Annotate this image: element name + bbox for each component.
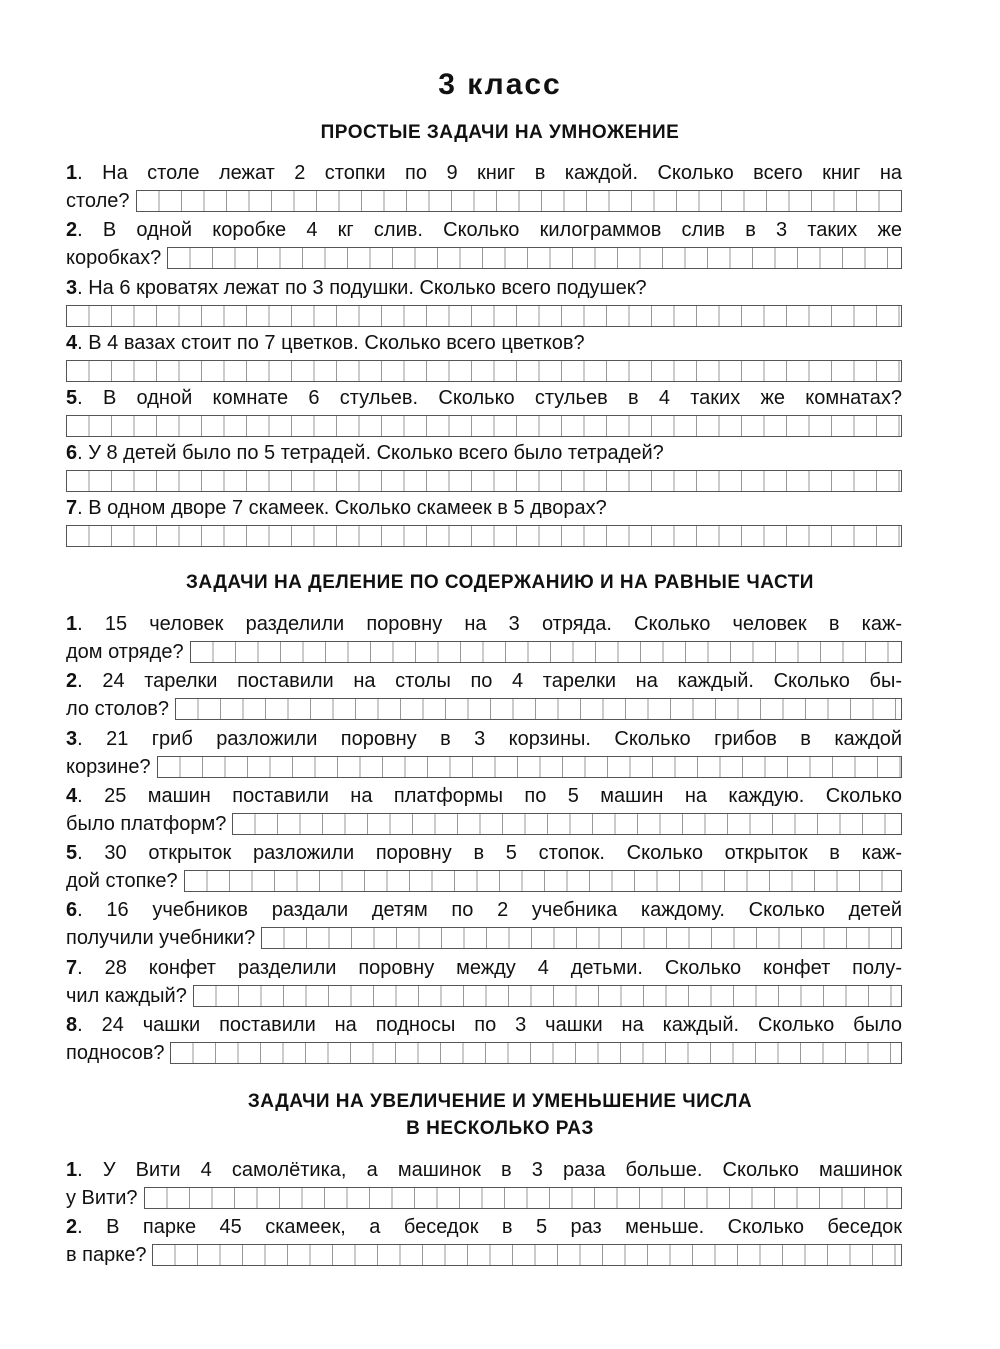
task-number: 7 — [66, 497, 78, 519]
task-item — [66, 384, 902, 440]
section-title-increase-decrease — [60, 1088, 940, 1142]
task-line-continuation: корзине? — [66, 756, 151, 778]
answer-cells[interactable] — [190, 641, 902, 663]
task-line: . 21 гриб разложили поровну в 3 корзины. Сколько грибов в каждой — [77, 728, 902, 750]
task-line-continuation: получили учебники? — [66, 927, 256, 949]
answer-cells[interactable] — [144, 1187, 902, 1209]
task-item — [66, 667, 902, 723]
task-line: . 28 конфет разделили поровну между 4 детьми. Сколько конфет полу- — [77, 957, 902, 979]
task-line: . 24 чашки поставили на подносы по 3 чашки на каждый. Сколько было — [77, 1014, 902, 1036]
page-title: 3 класс — [438, 68, 562, 101]
task-line: . На 6 кроватях лежат по 3 подушки. Сколько всего подушек? — [77, 277, 647, 299]
task-line: . 16 учебников раздали детям по 2 учебника каждому. Сколько детей — [77, 899, 902, 921]
answer-cells[interactable] — [66, 525, 902, 547]
answer-cells[interactable] — [175, 698, 902, 720]
task-item — [66, 725, 902, 781]
task-line: . 30 открыток разложили поровну в 5 стопок. Сколько открыток в каж- — [77, 842, 902, 864]
answer-cells[interactable] — [157, 756, 902, 778]
task-text — [66, 384, 902, 412]
task-line-continuation: было платформ? — [66, 813, 227, 835]
section-title-division — [60, 569, 940, 596]
task-text — [66, 896, 902, 924]
task-number: 6 — [66, 899, 78, 921]
task-line-continuation: дой стопке? — [66, 870, 178, 892]
answer-cells[interactable] — [66, 305, 902, 327]
task-text — [66, 954, 902, 982]
task-number: 7 — [66, 957, 78, 979]
task-line: . У Вити 4 самолётика, а машинок в 3 раза больше. Сколько машинок — [77, 1159, 902, 1181]
task-text — [66, 725, 902, 753]
task-text — [66, 1213, 902, 1241]
task-number: 2 — [66, 670, 78, 692]
task-item — [66, 216, 902, 272]
task-item — [66, 839, 902, 895]
task-line-continuation: дом отряде? — [66, 641, 184, 663]
task-item — [66, 494, 902, 550]
task-number: 4 — [66, 785, 78, 807]
task-text — [66, 439, 902, 467]
task-item — [66, 954, 902, 1010]
answer-cells[interactable] — [136, 190, 902, 212]
task-line: . У 8 детей было по 5 тетрадей. Сколько всего было тетрадей? — [77, 442, 664, 464]
task-text — [66, 782, 902, 810]
task-text — [66, 667, 902, 695]
task-number: 6 — [66, 442, 78, 464]
task-number: 1 — [66, 1159, 78, 1181]
task-number: 3 — [66, 728, 78, 750]
task-line: . 25 машин поставили на платформы по 5 машин на каждую. Сколько — [77, 785, 902, 807]
task-item — [66, 329, 902, 385]
task-item — [66, 610, 902, 666]
task-item — [66, 274, 902, 330]
section-title-line: ПРОСТЫЕ ЗАДАЧИ НА УМНОЖЕНИЕ — [320, 122, 680, 143]
task-line-continuation: у Вити? — [66, 1187, 138, 1209]
task-line: . В парке 45 скамеек, а беседок в 5 раз меньше. Сколько беседок — [77, 1216, 902, 1238]
task-item — [66, 159, 902, 215]
answer-cells[interactable] — [66, 415, 902, 437]
task-item — [66, 1213, 902, 1269]
task-line: . В одной комнате 6 стульев. Сколько стульев в 4 таких же комнатах? — [77, 387, 902, 409]
task-number: 5 — [66, 842, 78, 864]
task-text — [66, 610, 902, 638]
task-line-continuation: в парке? — [66, 1244, 147, 1266]
task-line: . В одной коробке 4 кг слив. Сколько килограммов слив в 3 таких же — [77, 219, 902, 241]
task-text — [66, 159, 902, 187]
task-item — [66, 896, 902, 952]
section-title-line: ЗАДАЧИ НА ДЕЛЕНИЕ ПО СОДЕРЖАНИЮ И НА РАВНЫЕ ЧАСТИ — [186, 572, 814, 593]
section-title-multiplication — [60, 119, 940, 146]
task-item — [66, 1156, 902, 1212]
task-number: 8 — [66, 1014, 78, 1036]
task-item — [66, 1011, 902, 1067]
answer-cells[interactable] — [152, 1244, 902, 1266]
task-text — [66, 216, 902, 244]
task-line-continuation: коробках? — [66, 247, 162, 269]
section-title-line: ЗАДАЧИ НА УВЕЛИЧЕНИЕ И УМЕНЬШЕНИЕ ЧИСЛА — [247, 1091, 753, 1112]
answer-cells[interactable] — [170, 1042, 902, 1064]
task-item — [66, 439, 902, 495]
task-line: . 15 человек разделили поровну на 3 отряда. Сколько человек в каж- — [77, 613, 902, 635]
task-line-continuation: ло столов? — [66, 698, 169, 720]
task-text — [66, 839, 902, 867]
task-text — [66, 494, 902, 522]
task-text — [66, 274, 902, 302]
task-line: . В 4 вазах стоит по 7 цветков. Сколько всего цветков? — [77, 332, 585, 354]
task-line: . На столе лежат 2 стопки по 9 книг в каждой. Сколько всего книг на — [77, 162, 902, 184]
task-text — [66, 1156, 902, 1184]
task-line-continuation: столе? — [66, 190, 130, 212]
task-line-continuation: подносов? — [66, 1042, 165, 1064]
task-number: 2 — [66, 1216, 78, 1238]
section-title-line: В НЕСКОЛЬКО РАЗ — [406, 1118, 594, 1139]
answer-cells[interactable] — [261, 927, 902, 949]
task-number: 1 — [66, 613, 78, 635]
task-number: 4 — [66, 332, 78, 354]
task-line: . В одном дворе 7 скамеек. Сколько скамеек в 5 дворах? — [77, 497, 607, 519]
answer-cells[interactable] — [66, 470, 902, 492]
answer-cells[interactable] — [193, 985, 902, 1007]
task-number: 3 — [66, 277, 78, 299]
task-number: 5 — [66, 387, 78, 409]
task-item — [66, 782, 902, 838]
answer-cells[interactable] — [66, 360, 902, 382]
task-text — [66, 329, 902, 357]
answer-cells[interactable] — [184, 870, 902, 892]
task-line-continuation: чил каждый? — [66, 985, 187, 1007]
task-number: 1 — [66, 162, 78, 184]
task-text — [66, 1011, 902, 1039]
task-number: 2 — [66, 219, 78, 241]
answer-cells[interactable] — [232, 813, 902, 835]
answer-cells[interactable] — [167, 247, 902, 269]
task-line: . 24 тарелки поставили на столы по 4 тарелки на каждый. Сколько бы- — [77, 670, 902, 692]
